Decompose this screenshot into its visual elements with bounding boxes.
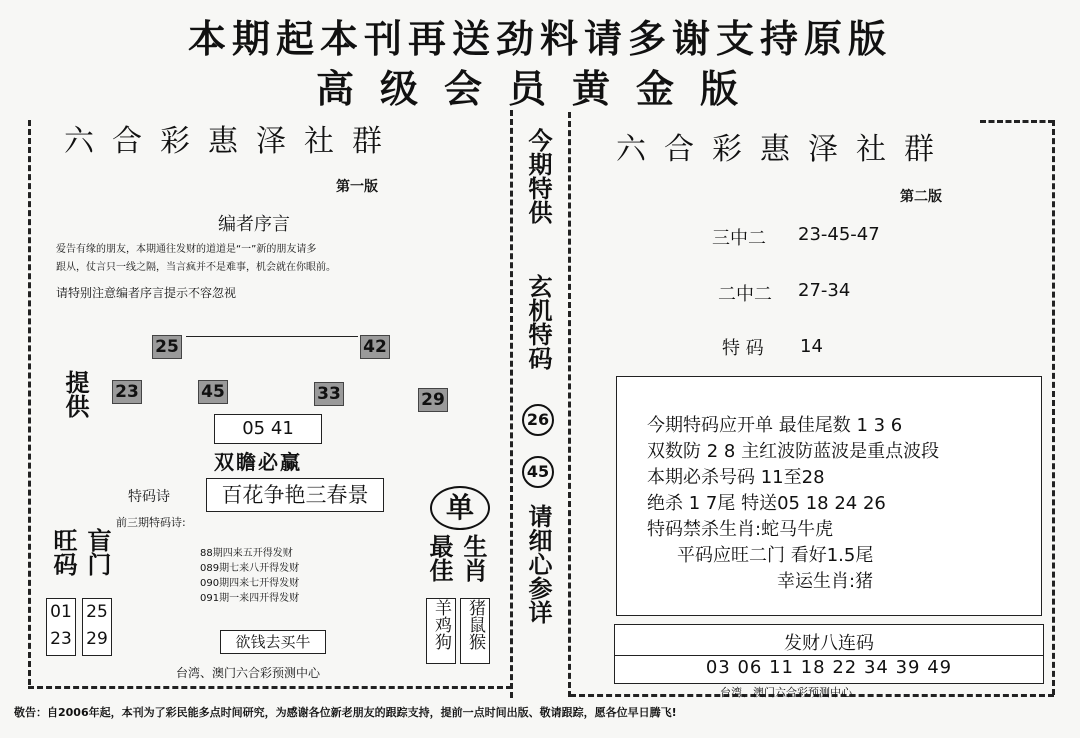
preface-line-1: 爱告有缘的朋友，本期通往发财的道道是“一”新的朋友请多 <box>56 244 317 255</box>
wang-ma-numbers <box>46 598 76 656</box>
number-cell: 23 <box>50 629 72 649</box>
mang-men-numbers <box>82 598 112 656</box>
info-line: 幸运生肖:猪 <box>777 571 874 592</box>
right-frame-left <box>568 112 571 697</box>
info-line: 平码应旺二门 看好1.5尾 <box>677 545 874 566</box>
right-frame-top <box>980 120 1054 123</box>
number-cell: 01 <box>50 602 72 622</box>
right-edition: 第二版 <box>900 189 942 205</box>
number-tile: 25 <box>152 335 182 359</box>
preface-note: 请特别注意编者序言提示不容忽视 <box>56 286 237 300</box>
history-list <box>200 546 299 606</box>
history-item: 091期一来四开得发财 <box>200 593 300 604</box>
history-item: 089期七来八开得发财 <box>200 563 300 574</box>
left-group-title: 六合彩惠泽社群 <box>64 124 400 159</box>
info-box <box>616 376 1042 616</box>
poem-label: 特码诗 <box>128 489 170 505</box>
left-footer-center: 台湾、澳门六合彩预测中心 <box>176 666 321 680</box>
fortune-title: 发财八连码 <box>784 633 874 654</box>
phrase-box: 欲钱去买牛 <box>220 630 326 654</box>
divider-line <box>186 336 358 337</box>
mang-men-label: 盲门 <box>83 528 111 576</box>
poem-box: 百花争艳三春景 <box>206 478 384 512</box>
middle-top-text: 今期特供 <box>524 128 552 224</box>
header-line-1: 本期起本刊再送劲料请多谢支持原版 <box>187 17 892 61</box>
two-hit-two-label: 二中二 <box>718 284 772 305</box>
number-tile: 23 <box>112 380 142 404</box>
number-tile: 29 <box>418 388 448 412</box>
circle-number: 45 <box>522 456 554 488</box>
number-tile: 45 <box>198 380 228 404</box>
provide-label: 提供 <box>61 370 89 418</box>
right-footer-center: 台湾、澳门六合彩预测中心 <box>720 686 852 699</box>
number-tile: 33 <box>314 382 344 406</box>
right-group-title: 六合彩惠泽社群 <box>616 132 952 167</box>
number-cell: 29 <box>86 629 108 649</box>
header-line-2: 高级会员黄金版 <box>315 67 764 111</box>
fortune-numbers: 03 06 11 18 22 34 39 49 <box>705 657 953 678</box>
two-hit-two-value: 27-34 <box>798 280 851 301</box>
fortune-box <box>614 624 1044 684</box>
middle-mid-text: 玄机特码 <box>524 274 552 370</box>
best-zodiac-label-1: 最佳 <box>425 534 453 582</box>
left-edition: 第一版 <box>336 179 378 195</box>
three-hit-two-label: 三中二 <box>712 228 766 249</box>
numbers-box: 05 41 <box>214 414 322 444</box>
footer-notice: 敬告：自2006年起，本刊为了彩民能多点时间研究，为感谢各位新老朋友的跟踪支持，提前一点时间出版、敬请跟踪，愿各位早日腾飞! <box>14 706 677 719</box>
circle-number: 26 <box>522 404 554 436</box>
left-frame-left <box>28 120 31 685</box>
info-line: 特码禁杀生肖:蛇马牛虎 <box>647 519 834 540</box>
three-hit-two-value: 23-45-47 <box>798 224 880 245</box>
left-frame-bottom <box>28 686 512 689</box>
info-line: 双数防 2 8 主红波防蓝波是重点波段 <box>647 441 940 462</box>
history-item: 090期四来七开得发财 <box>200 578 300 589</box>
zodiac-box-b: 猪鼠猴 <box>460 598 490 664</box>
number-cell: 25 <box>86 602 108 622</box>
dan-badge: 单 <box>430 486 490 530</box>
preface-line-2: 跟从，仗言只一线之隔，当言疯并不是难事，机会就在你眼前。 <box>56 262 336 273</box>
prev-poem-label: 前三期特码诗: <box>116 516 186 529</box>
left-frame-right <box>510 110 513 698</box>
slogan: 双瞻必赢 <box>214 450 302 474</box>
right-frame-right <box>1052 120 1055 695</box>
special-label: 特 码 <box>722 338 764 359</box>
preface-title: 编者序言 <box>218 214 290 235</box>
info-line: 本期必杀号码 11至28 <box>647 467 825 488</box>
special-value: 14 <box>800 336 823 357</box>
divider-line <box>615 655 1043 656</box>
best-zodiac-label-2: 生肖 <box>459 534 487 582</box>
info-line: 今期特码应开单 最佳尾数 1 3 6 <box>647 415 903 436</box>
number-tile: 42 <box>360 335 390 359</box>
history-item: 88期四来五开得发财 <box>200 548 293 559</box>
middle-bottom-text: 请细心参详 <box>524 504 552 624</box>
info-line: 绝杀 1 7尾 特送05 18 24 26 <box>647 493 886 514</box>
zodiac-box-a: 羊鸡狗 <box>426 598 456 664</box>
wang-ma-label: 旺码 <box>49 528 77 576</box>
